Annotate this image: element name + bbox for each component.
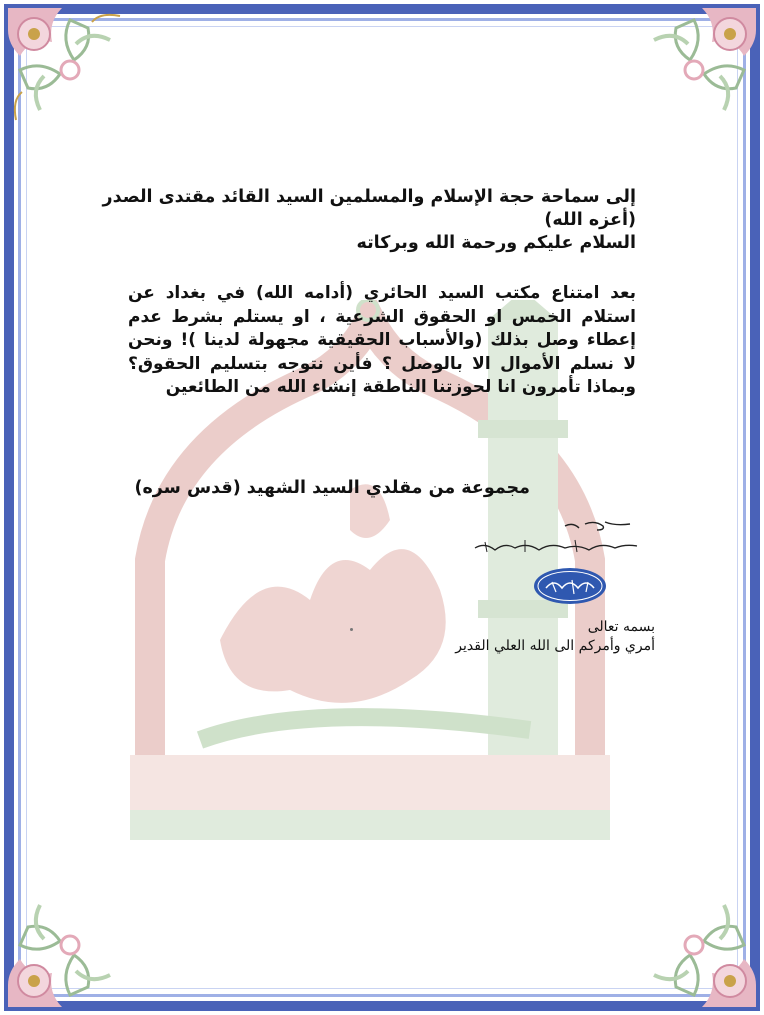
letter-salutation — [102, 186, 636, 255]
letter-signature: مجموعة من مقلدي السيد الشهيد (قدس سره) — [134, 478, 530, 498]
corner-ornament-top-left — [0, 0, 150, 150]
reply-text: أمري وأمركم الى الله العلي القدير — [455, 638, 655, 654]
salutation-addressee: إلى سماحة حجة الإسلام والمسلمين السيد القائد مقتدى الصدر — [102, 187, 636, 207]
salutation-honorific: (أعزه الله) — [544, 210, 636, 230]
letter-body: بعد امتناع مكتب السيد الحائري (أدامه الله) في بغداد عن استلام الخمس او الحقوق الشرعية ، او يستلم بشرط عدم إعطاء وصل بذلك (والأسباب الحقيقية مجهولة لدينا )! ونحن لا نسلم الأموال الا بالوصل ؟ فأين نتوجه بتسليم الحقوق؟ وبماذا تأمرون انا لحوزتنا الناطقة إنشاء الله من الطائعين — [128, 283, 636, 397]
stray-mark — [350, 628, 353, 631]
salutation-greeting: السلام عليكم ورحمة الله وبركاته — [356, 233, 636, 253]
handwritten-reply — [455, 512, 655, 562]
reply-invocation: بسمه تعالى — [587, 619, 655, 635]
corner-ornament-bottom-left — [0, 865, 150, 1015]
corner-ornament-top-right — [614, 0, 764, 150]
official-seal — [532, 566, 608, 606]
corner-ornament-bottom-right — [614, 865, 764, 1015]
